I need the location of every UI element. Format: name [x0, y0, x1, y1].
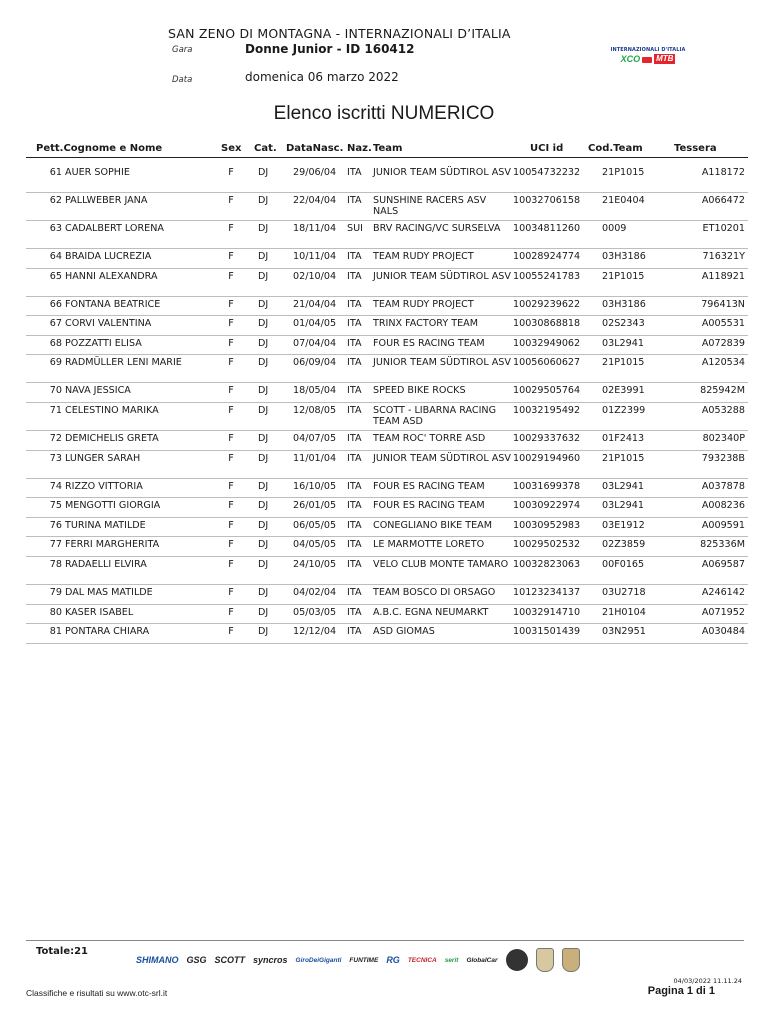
cell-name: RADMÜLLER LENI MARIE [65, 357, 182, 369]
cell-tessera: A005531 [701, 318, 745, 330]
cell-sex: F [228, 223, 234, 234]
sponsor-giro: GiroDeiGiganti [295, 956, 342, 964]
cell-tessera: 716321Y [702, 251, 745, 262]
cell-birth: 16/10/05 [293, 480, 337, 492]
cell-naz: SUI [347, 223, 363, 234]
cell-uci: 10030952983 [513, 519, 581, 531]
municipality-crest-icon [562, 948, 580, 972]
cell-cat: DJ [258, 587, 269, 598]
cell-cat: DJ [258, 357, 269, 369]
cell-tessera: A072839 [701, 337, 745, 349]
col-codteam: Cod.Team [588, 143, 643, 154]
cell-name: POZZATTI ELISA [65, 337, 142, 349]
logo-xco: XCO [620, 54, 641, 64]
cell-num: 71 [49, 405, 62, 416]
cell-codteam: 03U2718 [602, 587, 646, 598]
cell-naz: ITA [347, 433, 362, 444]
sponsor-gsg: GSG [186, 955, 207, 965]
page-title: Elenco iscritti NUMERICO [273, 103, 495, 124]
cell-codteam: 03E1912 [602, 519, 645, 531]
cell-birth: 04/05/05 [293, 539, 337, 551]
cell-sex: F [228, 433, 234, 444]
sponsor-badge-icon [506, 949, 528, 971]
sponsor-scott: SCOTT [214, 955, 246, 965]
col-sex: Sex [221, 143, 242, 154]
cell-cat: DJ [258, 500, 269, 512]
cell-sex: F [228, 337, 234, 349]
cell-codteam: 21P1015 [602, 357, 645, 369]
cell-uci: 10030868818 [513, 318, 581, 330]
cell-naz: ITA [347, 167, 362, 178]
row-divider [26, 623, 748, 624]
cell-sex: F [228, 539, 234, 551]
cell-codteam: 21H0104 [602, 606, 646, 618]
cell-cat: DJ [258, 298, 269, 310]
cell-naz: ITA [347, 337, 362, 349]
row-divider [26, 220, 748, 221]
sponsor-funtime: FUNTIME [349, 956, 379, 964]
col-pett-name: Pett.Cognome e Nome [36, 143, 163, 154]
cell-sex: F [228, 270, 234, 282]
cell-team: JUNIOR TEAM SÜDTIROL ASV [373, 357, 511, 369]
cell-naz: ITA [347, 405, 362, 416]
cell-uci: 10032823063 [513, 559, 581, 570]
cell-name: BRAIDA LUCREZIA [65, 251, 152, 262]
cell-num: 76 [49, 519, 62, 531]
cell-naz: ITA [347, 385, 362, 397]
row-divider [26, 430, 748, 431]
cell-naz: ITA [347, 298, 362, 310]
cell-cat: DJ [258, 337, 269, 349]
event-title: SAN ZENO DI MONTAGNA - INTERNAZIONALI D’ITALIA [168, 26, 511, 41]
cell-tessera: A069587 [701, 559, 745, 570]
row-divider [26, 517, 748, 518]
cell-uci: 10029337632 [513, 433, 581, 444]
cell-team: CONEGLIANO BIKE TEAM [373, 519, 493, 531]
cell-sex: F [228, 195, 234, 206]
cell-cat: DJ [258, 270, 269, 282]
cell-tessera: ET10201 [702, 223, 745, 234]
row-divider [26, 315, 748, 316]
print-timestamp: 04/03/2022 11.11.24 [673, 977, 742, 985]
sponsor-serit: serit [444, 956, 459, 964]
cell-team: FOUR ES RACING TEAM [373, 500, 485, 512]
cell-sex: F [228, 606, 234, 618]
col-cat: Cat. [254, 143, 277, 154]
cell-codteam: 02E3991 [602, 385, 645, 397]
cell-team: TEAM BOSCO DI ORSAGO [373, 587, 496, 598]
cell-name: NAVA JESSICA [65, 385, 131, 397]
cell-naz: ITA [347, 519, 362, 531]
cell-num: 63 [49, 223, 62, 234]
cell-naz: ITA [347, 318, 362, 330]
cell-naz: ITA [347, 480, 362, 492]
cell-uci: 10054732232 [513, 167, 581, 178]
header-divider [26, 157, 748, 158]
cell-naz: ITA [347, 539, 362, 551]
cell-birth: 06/05/05 [293, 519, 337, 531]
row-divider [26, 248, 748, 249]
cell-num: 78 [49, 559, 62, 570]
cell-uci: 10055241783 [513, 270, 581, 282]
cell-cat: DJ [258, 452, 269, 464]
cell-naz: ITA [347, 500, 362, 512]
gara-label: Gara [172, 45, 193, 55]
cell-birth: 26/01/05 [293, 500, 337, 512]
cell-naz: ITA [347, 357, 362, 369]
cell-team: JUNIOR TEAM SÜDTIROL ASV [373, 270, 511, 282]
cell-birth: 18/11/04 [293, 223, 337, 234]
cell-num: 79 [49, 587, 62, 598]
cell-name: CADALBERT LORENA [65, 223, 164, 234]
cell-cat: DJ [258, 539, 269, 551]
row-divider [26, 268, 748, 269]
cell-sex: F [228, 480, 234, 492]
cell-uci: 10030922974 [513, 500, 581, 512]
cell-uci: 10029239622 [513, 298, 581, 310]
cell-codteam: 01F2413 [602, 433, 645, 444]
sponsor-syncros: syncros [253, 955, 288, 965]
cell-sex: F [228, 519, 234, 531]
cell-birth: 10/11/04 [293, 251, 337, 262]
row-divider [26, 382, 748, 383]
cell-uci: 10031699378 [513, 480, 581, 492]
cell-team: ASD GIOMAS [373, 626, 435, 638]
cell-name: RADAELLI ELVIRA [65, 559, 147, 570]
cell-num: 68 [49, 337, 62, 349]
cell-name: DEMICHELIS GRETA [65, 433, 159, 444]
cell-birth: 02/10/04 [293, 270, 337, 282]
col-tessera: Tessera [674, 143, 717, 154]
cell-name: KASER ISABEL [65, 606, 134, 618]
cell-codteam: 03H3186 [602, 298, 646, 310]
cell-birth: 12/12/04 [293, 626, 337, 638]
cell-sex: F [228, 251, 234, 262]
cell-cat: DJ [258, 195, 269, 206]
cell-num: 64 [49, 251, 62, 262]
row-divider [26, 335, 748, 336]
cell-birth: 05/03/05 [293, 606, 337, 618]
cell-uci: 10056060627 [513, 357, 581, 369]
cell-team: TRINX FACTORY TEAM [373, 318, 479, 330]
row-divider [26, 556, 748, 557]
row-divider [26, 354, 748, 355]
cell-codteam: 21P1015 [602, 452, 645, 464]
cell-codteam: 03L2941 [602, 500, 644, 512]
cell-codteam: 02Z3859 [602, 539, 646, 551]
cell-sex: F [228, 587, 234, 598]
cell-tessera: 802340P [702, 433, 745, 444]
cell-tessera: 796413N [701, 298, 745, 310]
row-divider [26, 296, 748, 297]
cell-num: 70 [49, 385, 62, 397]
cell-team: FOUR ES RACING TEAM [373, 337, 485, 349]
cell-name: FERRI MARGHERITA [65, 539, 160, 551]
col-birth: DataNasc. [286, 143, 344, 154]
cell-naz: ITA [347, 626, 362, 638]
cell-uci: 10032195492 [513, 405, 581, 416]
cell-num: 62 [49, 195, 62, 206]
cell-cat: DJ [258, 626, 269, 638]
cell-uci: 10029505764 [513, 385, 581, 397]
cell-tessera: A118172 [701, 167, 745, 178]
cell-codteam: 21P1015 [602, 270, 645, 282]
cell-team: FOUR ES RACING TEAM [373, 480, 485, 492]
logo-mtb: MTB [656, 54, 674, 63]
cell-num: 77 [49, 539, 62, 551]
cell-tessera: A071952 [701, 606, 745, 618]
cell-name: RIZZO VITTORIA [65, 480, 143, 492]
row-divider [26, 604, 748, 605]
cell-cat: DJ [258, 318, 269, 330]
cell-uci: 10123234137 [513, 587, 581, 598]
cell-cat: DJ [258, 519, 269, 531]
cell-sex: F [228, 357, 234, 369]
cell-cat: DJ [258, 433, 269, 444]
cell-name: CELESTINO MARIKA [65, 405, 159, 416]
cell-num: 81 [49, 626, 62, 638]
cell-team: TEAM RUDY PROJECT [373, 251, 474, 262]
cell-name: PALLWEBER JANA [65, 195, 148, 206]
data-label: Data [172, 75, 193, 85]
cell-uci: 10031501439 [513, 626, 581, 638]
cell-team: SCOTT - LIBARNA RACING TEAM ASD [373, 405, 497, 427]
cell-tessera: A246142 [701, 587, 745, 598]
cell-codteam: 0009 [602, 223, 627, 234]
cell-tessera: A009591 [701, 519, 745, 531]
row-divider [26, 584, 748, 585]
cell-team: VELO CLUB MONTE TAMARO [373, 559, 509, 570]
col-uci: UCI id [530, 143, 564, 154]
cell-birth: 04/02/04 [293, 587, 337, 598]
cell-codteam: 21P1015 [602, 167, 645, 178]
cell-name: HANNI ALEXANDRA [65, 270, 158, 282]
cell-sex: F [228, 318, 234, 330]
cell-team: LE MARMOTTE LORETO [373, 539, 485, 551]
cell-name: FONTANA BEATRICE [65, 298, 161, 310]
data-value: domenica 06 marzo 2022 [245, 70, 399, 84]
cell-uci: 10028924774 [513, 251, 581, 262]
row-divider [26, 536, 748, 537]
results-credit: Classifiche e risultati su www.otc-srl.it [26, 988, 168, 998]
cell-tessera: 825336M [700, 539, 745, 551]
cell-sex: F [228, 626, 234, 638]
cell-naz: ITA [347, 270, 362, 282]
cell-name: MENGOTTI GIORGIA [65, 500, 161, 512]
cell-uci: 10032949062 [513, 337, 581, 349]
cell-birth: 07/04/04 [293, 337, 337, 349]
cell-num: 74 [49, 480, 62, 492]
cell-team: JUNIOR TEAM SÜDTIROL ASV [373, 167, 511, 178]
row-divider [26, 478, 748, 479]
row-divider [26, 643, 748, 644]
cell-cat: DJ [258, 606, 269, 618]
cell-tessera: 793238B [701, 452, 745, 464]
cell-tessera: A066472 [701, 195, 745, 206]
cell-tessera: A008236 [701, 500, 745, 512]
row-divider [26, 402, 748, 403]
sponsor-tecnica: TECNICA [407, 956, 437, 964]
cell-uci: 10032914710 [513, 606, 581, 618]
cell-tessera: A030484 [701, 626, 745, 638]
cell-birth: 18/05/04 [293, 385, 337, 397]
cell-naz: ITA [347, 251, 362, 262]
cell-birth: 11/01/04 [293, 452, 337, 464]
cell-sex: F [228, 405, 234, 416]
cell-birth: 21/04/04 [293, 298, 337, 310]
sponsor-globalcar: GlobalCar [466, 956, 498, 964]
row-divider [26, 192, 748, 193]
cell-codteam: 03L2941 [602, 337, 644, 349]
cell-team: SUNSHINE RACERS ASV NALS [373, 195, 487, 217]
cell-uci: 10032706158 [513, 195, 581, 206]
footer-divider [26, 940, 744, 941]
cell-team: TEAM RUDY PROJECT [373, 298, 474, 310]
total-count: Totale:21 [36, 946, 89, 957]
cell-num: 66 [49, 298, 62, 310]
cell-sex: F [228, 385, 234, 397]
sponsor-shimano: SHIMANO [136, 955, 179, 965]
cell-sex: F [228, 559, 234, 570]
cell-birth: 06/09/04 [293, 357, 337, 369]
cell-naz: ITA [347, 452, 362, 464]
cell-num: 72 [49, 433, 62, 444]
cell-naz: ITA [347, 195, 362, 206]
cell-team: TEAM ROC' TORRE ASD [373, 433, 486, 444]
col-naz: Naz. [347, 143, 372, 154]
cell-sex: F [228, 298, 234, 310]
cell-num: 65 [49, 270, 62, 282]
cell-naz: ITA [347, 587, 362, 598]
col-team: Team [373, 143, 403, 154]
cell-cat: DJ [258, 405, 269, 416]
cell-cat: DJ [258, 385, 269, 397]
cell-cat: DJ [258, 480, 269, 492]
cell-codteam: 01Z2399 [602, 405, 646, 416]
cell-num: 67 [49, 318, 62, 330]
cell-naz: ITA [347, 559, 362, 570]
page-number: Pagina 1 di 1 [647, 985, 715, 997]
cell-birth: 29/06/04 [293, 167, 337, 178]
cell-name: TURINA MATILDE [65, 519, 146, 531]
cell-name: CORVI VALENTINA [65, 318, 152, 330]
cell-team: JUNIOR TEAM SÜDTIROL ASV [373, 452, 511, 464]
cell-naz: ITA [347, 606, 362, 618]
cell-uci: 10029194960 [513, 452, 581, 464]
cell-sex: F [228, 167, 234, 178]
sponsor-strip [136, 944, 696, 976]
row-divider [26, 450, 748, 451]
cell-num: 69 [49, 357, 62, 369]
cell-cat: DJ [258, 251, 269, 262]
cell-codteam: 02S2343 [602, 318, 645, 330]
row-divider [26, 497, 748, 498]
logo-text: INTERNAZIONALI D'ITALIA [610, 47, 686, 53]
cell-name: DAL MAS MATILDE [65, 587, 153, 598]
cell-uci: 10034811260 [513, 223, 581, 234]
cell-tessera: A037878 [701, 480, 745, 492]
cell-birth: 12/08/05 [293, 405, 337, 416]
cell-team: SPEED BIKE ROCKS [373, 385, 466, 397]
cell-num: 61 [49, 167, 62, 178]
cell-cat: DJ [258, 167, 269, 178]
comune-shield-icon [536, 948, 554, 972]
cell-team: BRV RACING/VC SURSELVA [373, 223, 501, 234]
sponsor-rg: RG [386, 955, 400, 965]
cell-tessera: A118921 [701, 270, 745, 282]
cell-sex: F [228, 452, 234, 464]
cell-cat: DJ [258, 559, 269, 570]
cell-sex: F [228, 500, 234, 512]
gara-value: Donne Junior - ID 160412 [245, 42, 415, 56]
cell-name: LUNGER SARAH [65, 452, 141, 464]
cell-tessera: A053288 [701, 405, 745, 416]
cell-tessera: A120534 [701, 357, 745, 369]
cell-tessera: 825942M [700, 385, 745, 397]
cell-num: 80 [49, 606, 62, 618]
logo-flag-icon [642, 57, 652, 63]
cell-uci: 10029502532 [513, 539, 581, 551]
cell-num: 73 [49, 452, 62, 464]
cell-codteam: 03N2951 [602, 626, 646, 638]
cell-birth: 04/07/05 [293, 433, 337, 444]
cell-birth: 22/04/04 [293, 195, 337, 206]
cell-birth: 01/04/05 [293, 318, 337, 330]
cell-codteam: 03L2941 [602, 480, 644, 492]
cell-team: A.B.C. EGNA NEUMARKT [373, 606, 489, 618]
cell-birth: 24/10/05 [293, 559, 337, 570]
cell-name: PONTARA CHIARA [65, 626, 150, 638]
cell-codteam: 00F0165 [602, 559, 645, 570]
cell-cat: DJ [258, 223, 269, 234]
internazionali-logo [604, 47, 692, 69]
cell-name: AUER SOPHIE [65, 167, 130, 178]
cell-codteam: 03H3186 [602, 251, 646, 262]
cell-num: 75 [49, 500, 62, 512]
cell-codteam: 21E0404 [602, 195, 645, 206]
